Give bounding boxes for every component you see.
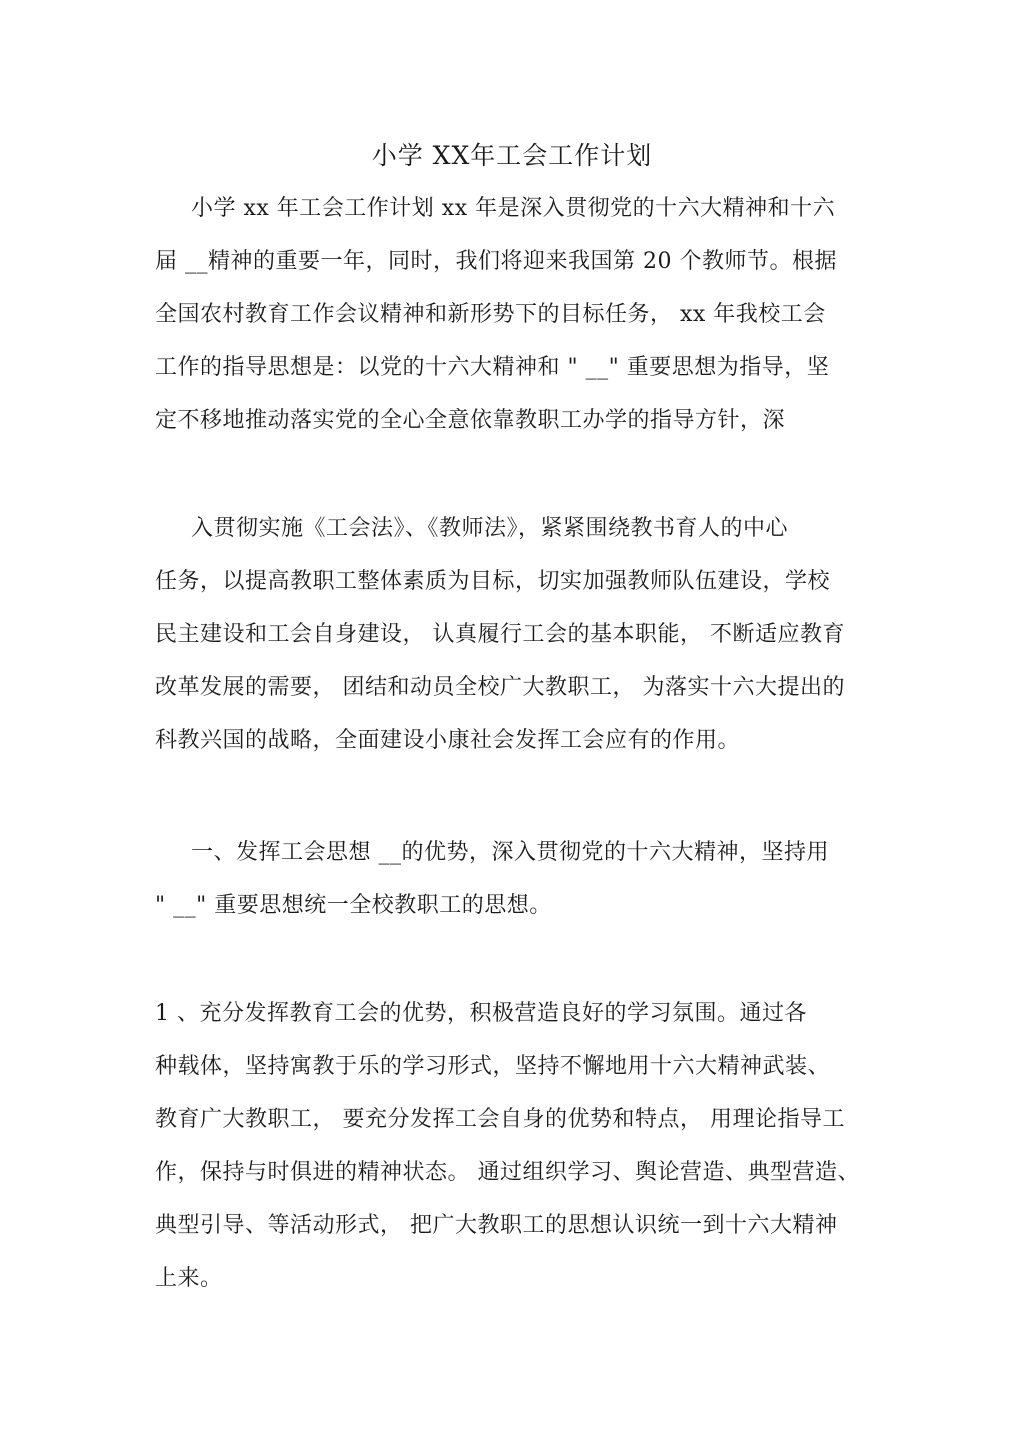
text-line: 科教兴国的战略，全面建设小康社会发挥工会应有的作用。	[155, 728, 741, 753]
text-line: 工作的指导思想是：以党的十六大精神和 " __" 重要思想为指导，坚	[155, 355, 830, 380]
paragraph-guiding-thought-continued	[155, 502, 867, 767]
paragraph-item-one	[155, 987, 867, 1305]
text-line: 作，保持与时俱进的精神状态。 通过组织学习、舆论营造、典型营造、	[155, 1160, 860, 1185]
text-line: 种载体，坚持寓教于乐的学习形式，坚持不懈地用十六大精神武装、	[155, 1054, 831, 1079]
text-line: 典型引导、等活动形式， 把广大教职工的思想认识统一到十六大精神	[155, 1213, 838, 1238]
text-line: 一、发挥工会思想 __的优势，深入贯彻党的十六大精神，坚持用	[191, 840, 829, 865]
text-line: 定不移地推动落实党的全心全意依靠教职工办学的指导方针，深	[155, 408, 786, 433]
text-line: 1 、充分发挥教育工会的优势，积极营造良好的学习氛围。通过各	[155, 1001, 807, 1026]
text-line: 入贯彻实施《工会法》、《教师法》，紧紧围绕教书育人的中心	[191, 516, 789, 541]
text-line: 任务，以提高教职工整体素质为目标，切实加强教师队伍建设，学校	[155, 569, 831, 594]
text-line: 教育广大教职工， 要充分发挥工会自身的优势和特点， 用理论指导工	[155, 1107, 845, 1132]
document-title: 小学 XX年工会工作计划	[371, 141, 653, 170]
text-line: 全国农村教育工作会议精神和新形势下的目标任务， xx 年我校工会	[155, 302, 826, 327]
section-heading-one	[155, 826, 867, 932]
text-line: 小学 xx 年工会工作计划 xx 年是深入贯彻党的十六大精神和十六	[191, 196, 836, 221]
text-line: 改革发展的需要， 团结和动员全校广大教职工， 为落实十六大提出的	[155, 675, 845, 700]
text-line: " __" 重要思想统一全校教职工的思想。	[155, 893, 552, 918]
text-line: 上来。	[155, 1266, 223, 1291]
text-line: 届 __精神的重要一年，同时，我们将迎来我国第 20 个教师节。根据	[155, 249, 837, 274]
text-line: 民主建设和工会自身建设， 认真履行工会的基本职能， 不断适应教育	[155, 622, 845, 647]
paragraph-guiding-thought	[155, 182, 867, 447]
